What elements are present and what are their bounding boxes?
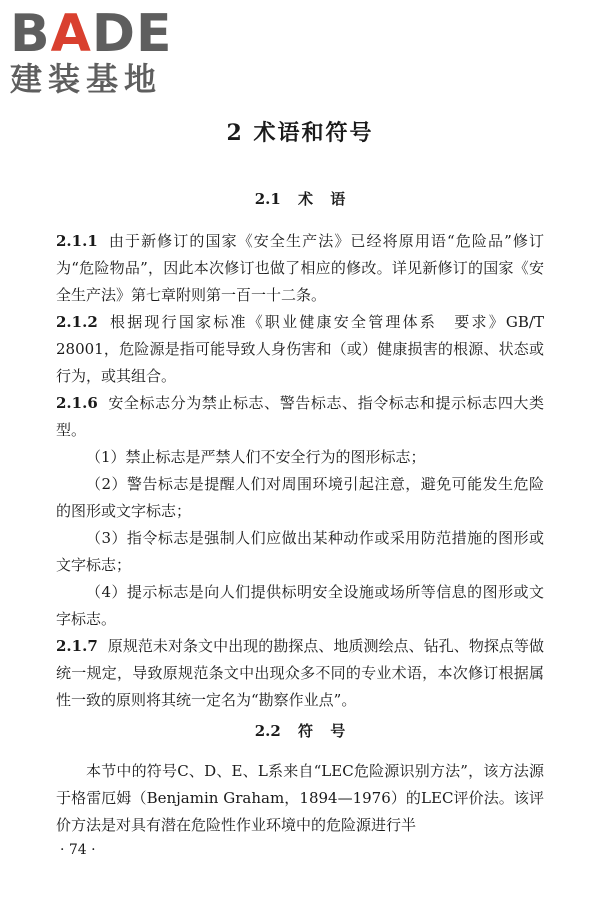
symbols-paragraph: 本节中的符号C、D、E、L系来自“LEC危险源识别方法”，该方法源于格雷厄姆（Benjamin Graham，1894—1976）的LEC评价法。该评价方法是对具有潜在危险性作业环境中的危险源进行半 bbox=[56, 762, 544, 834]
term-paragraph bbox=[56, 633, 544, 714]
logo-subtitle: 建装基地 bbox=[10, 60, 163, 98]
clause-text: 根据现行国家标准《职业健康安全管理体系 要求》GB/T 28001，危险源是指可能导致人身伤害和（或）健康损害的根源、状态或行为，或其组合。 bbox=[56, 313, 544, 385]
list-item: （3）指令标志是强制人们应做出某种动作或采用防范措施的图形或文字标志； bbox=[56, 529, 544, 574]
term-paragraph bbox=[56, 309, 544, 390]
section-title-symbols: 2.2 符 号 bbox=[254, 722, 346, 740]
clause-number: 2.1.6 bbox=[56, 394, 98, 412]
terms-body bbox=[56, 228, 544, 714]
clause-number: 2.1.1 bbox=[56, 232, 98, 250]
bade-logo bbox=[10, 4, 180, 98]
logo-wordmark bbox=[10, 4, 180, 64]
term-paragraph bbox=[56, 390, 544, 444]
list-item: （2）警告标志是提醒人们对周围环境引起注意，避免可能发生危险的图形或文字标志； bbox=[56, 475, 544, 520]
logo-letters-de: DE bbox=[91, 4, 173, 64]
logo-letter-b: B bbox=[10, 4, 51, 64]
term-paragraph bbox=[56, 228, 544, 309]
clause-text: 原规范未对条文中出现的勘探点、地质测绘点、钻孔、物探点等做统一规定，导致原规范条文中出现众多不同的专业术语，本次修订根据属性一致的原则将其统一定名为“勘察作业点”。 bbox=[56, 637, 544, 709]
symbols-body bbox=[56, 758, 544, 839]
clause-number: 2.1.2 bbox=[56, 313, 98, 331]
clause-text: 由于新修订的国家《安全生产法》已经将原用语“危险品”修订为“危险物品”，因此本次修订也做了相应的修改。详见新修订的国家《安全生产法》第七章附则第一百一十二条。 bbox=[56, 232, 544, 304]
logo-letter-a: A bbox=[50, 4, 92, 64]
clause-text: 安全标志分为禁止标志、警告标志、指令标志和提示标志四大类型。 bbox=[56, 394, 544, 439]
list-item: （4）提示标志是向人们提供标明安全设施或场所等信息的图形或文字标志。 bbox=[56, 583, 544, 628]
chapter-title: 2 术语和符号 bbox=[226, 120, 374, 146]
list-item: （1）禁止标志是严禁人们不安全行为的图形标志； bbox=[86, 448, 426, 466]
section-title-terms: 2.1 术 语 bbox=[254, 190, 346, 208]
page-number: · 74 · bbox=[60, 842, 96, 858]
clause-number: 2.1.7 bbox=[56, 637, 98, 655]
